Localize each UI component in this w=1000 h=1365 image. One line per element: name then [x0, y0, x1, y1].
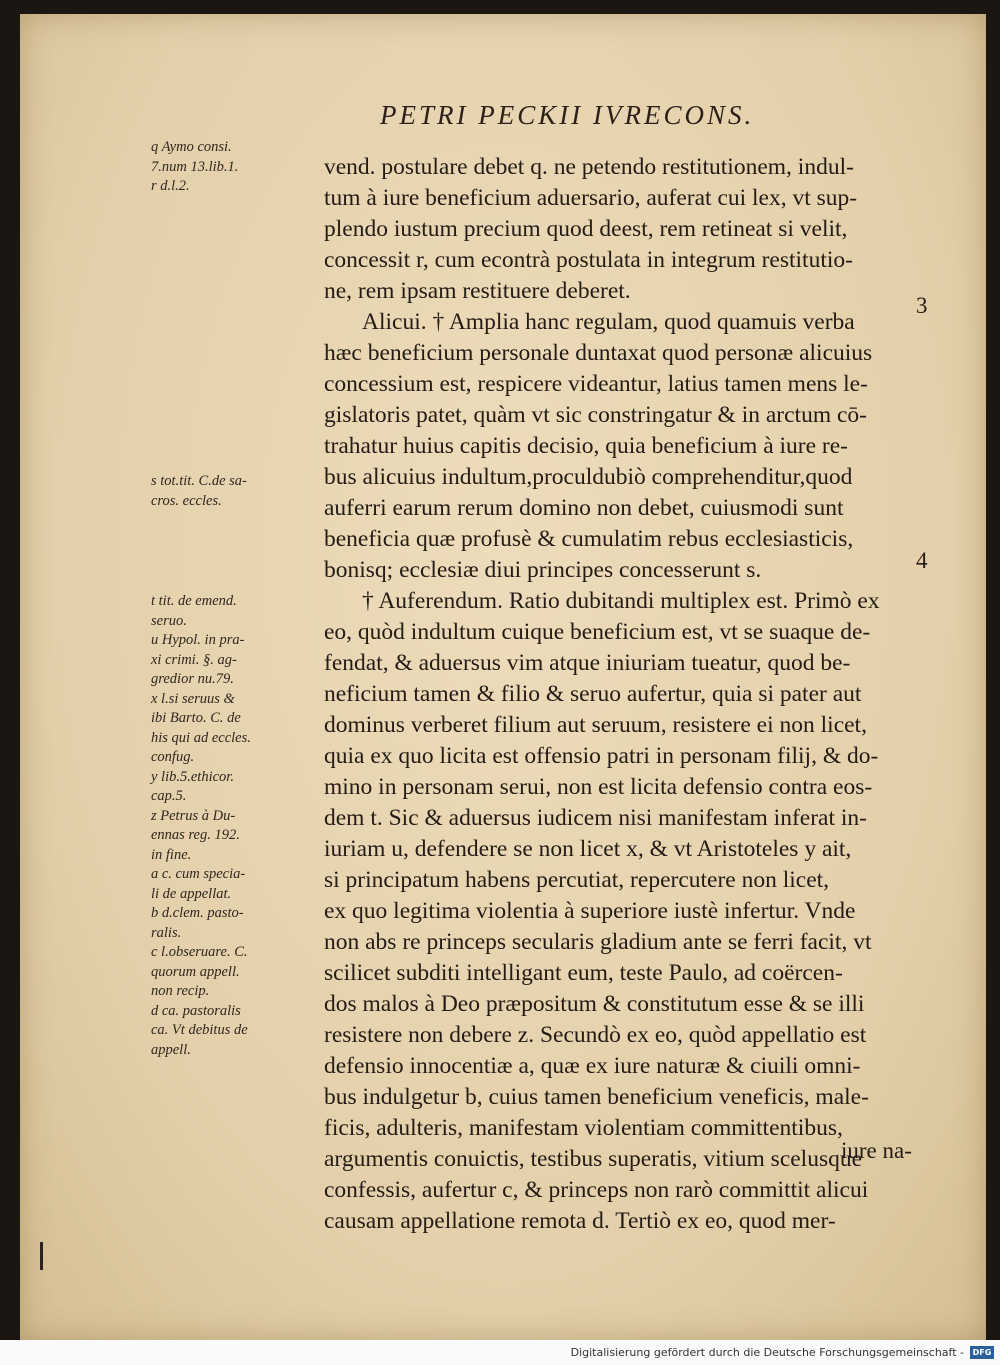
text-line: dem t. Sic & aduersus iudicem nisi manifestam inferat in-: [324, 805, 867, 831]
text-line: neficium tamen & filio & seruo aufertur, quia si pater aut: [324, 681, 862, 707]
text-line: trahatur huius capitis decisio, quia beneficium à iure re-: [324, 433, 848, 459]
text-line: concessium est, respicere videantur, latius tamen mens le-: [324, 371, 868, 397]
ink-mark: [40, 1242, 43, 1270]
text-line: gislatoris patet, quàm vt sic constringatur & in arctum cō-: [324, 402, 867, 428]
running-head: PETRI PECKII IVRECONS.: [380, 100, 755, 130]
text-line: ex quo legitima violentia à superiore iustè infertur. Vnde: [324, 898, 856, 924]
text-line: argumentis conuictis, testibus superatis, vitium scelusque: [324, 1146, 863, 1172]
text-line: resistere non debere z. Secundò ex eo, quòd appellatio est: [324, 1022, 867, 1048]
text-line: iuriam u, defendere se non licet x, & vt Aristoteles y ait,: [324, 836, 852, 862]
text-line: quia ex quo licita est offensio patri in personam filij, & do-: [324, 743, 879, 769]
text-line: tum à iure beneficium aduersario, auferat cui lex, vt sup-: [324, 185, 858, 211]
margin-note: q Aymo consi. 7.num 13.lib.1. r d.l.2.: [151, 139, 239, 194]
text-line: scilicet subditi intelligant eum, teste Paulo, ad coërcen-: [324, 960, 843, 986]
text-line: si principatum habens percutiat, repercutere non licet,: [324, 867, 830, 893]
text-line: confessis, aufertur c, & princeps non rarò committit alicui: [324, 1177, 869, 1203]
text-line: bonisq; ecclesiæ diui principes concesserunt s.: [324, 557, 762, 583]
section-number: 4: [916, 548, 928, 573]
catchword: iure na-: [841, 1138, 912, 1163]
text-line: concessit r, cum econtrà postulata in integrum restitutio-: [324, 247, 853, 273]
text-line: fendat, & aduersus vim atque iniuriam tueatur, quod be-: [324, 650, 851, 676]
text-line: beneficia quæ profusè & cumulatim rebus ecclesiasticis,: [324, 526, 854, 552]
text-line: eo, quòd indultum cuique beneficium est, vt se suaque de-: [324, 619, 871, 645]
book-page: [20, 14, 986, 1340]
text-line: Alicui. † Amplia hanc regulam, quod quamuis verba: [362, 309, 855, 335]
text-line: hæc beneficium personale duntaxat quod personæ alicuius: [324, 340, 873, 366]
text-line: plendo iustum precium quod deest, rem retineat si velit,: [324, 216, 848, 242]
margin-note: s tot.tit. C.de sa- cros. eccles.: [151, 473, 247, 509]
text-line: dominus verberet filium aut seruum, resistere ei non licet,: [324, 712, 867, 738]
dfg-logo: DFG: [970, 1346, 994, 1359]
text-line: auferri earum rerum domino non debet, cuiusmodi sunt: [324, 495, 844, 521]
margin-note: t tit. de emend. seruo. u Hypol. in pra- xi crimi. §. ag- gredior nu.79. x l.si seruus & ibi Barto. C. de his qui ad eccles. confug. y lib.5.ethicor. cap.5. z Petrus à Du- ennas reg. 192. in fine. a c. cum specia- li de appellat. b d.clem. pasto- ralis. c l.obseruare. C. quorum appell. non recip. d ca. pastoralis ca. Vt debitus de appell.: [151, 593, 251, 1058]
text-line: ne, rem ipsam restituere deberet.: [324, 278, 631, 304]
text-line: mino in personam serui, non est licita defensio contra eos-: [324, 774, 873, 800]
section-number: 3: [916, 293, 928, 318]
text-line: ficis, adulteris, manifestam violentiam committentibus,: [324, 1115, 843, 1141]
text-line: vend. postulare debet q. ne petendo restitutionem, indul-: [324, 154, 854, 180]
text-line: causam appellatione remota d. Tertiò ex eo, quod mer-: [324, 1208, 836, 1234]
text-line: bus alicuius indultum,proculdubiò comprehenditur,quod: [324, 464, 853, 490]
text-line: non abs re princeps secularis gladium ante se ferri facit, vt: [324, 929, 872, 955]
text-line: dos malos à Deo præpositum & constitutum esse & se illi: [324, 991, 865, 1017]
text-line: bus indulgetur b, cuius tamen beneficium veneficis, male-: [324, 1084, 869, 1110]
text-line: † Auferendum. Ratio dubitandi multiplex est. Primò ex: [362, 588, 880, 614]
text-line: defensio innocentiæ a, quæ ex iure naturæ & ciuili omni-: [324, 1053, 861, 1079]
footer-text: Digitalisierung gefördert durch die Deutsche Forschungsgemeinschaft -: [570, 1346, 964, 1359]
